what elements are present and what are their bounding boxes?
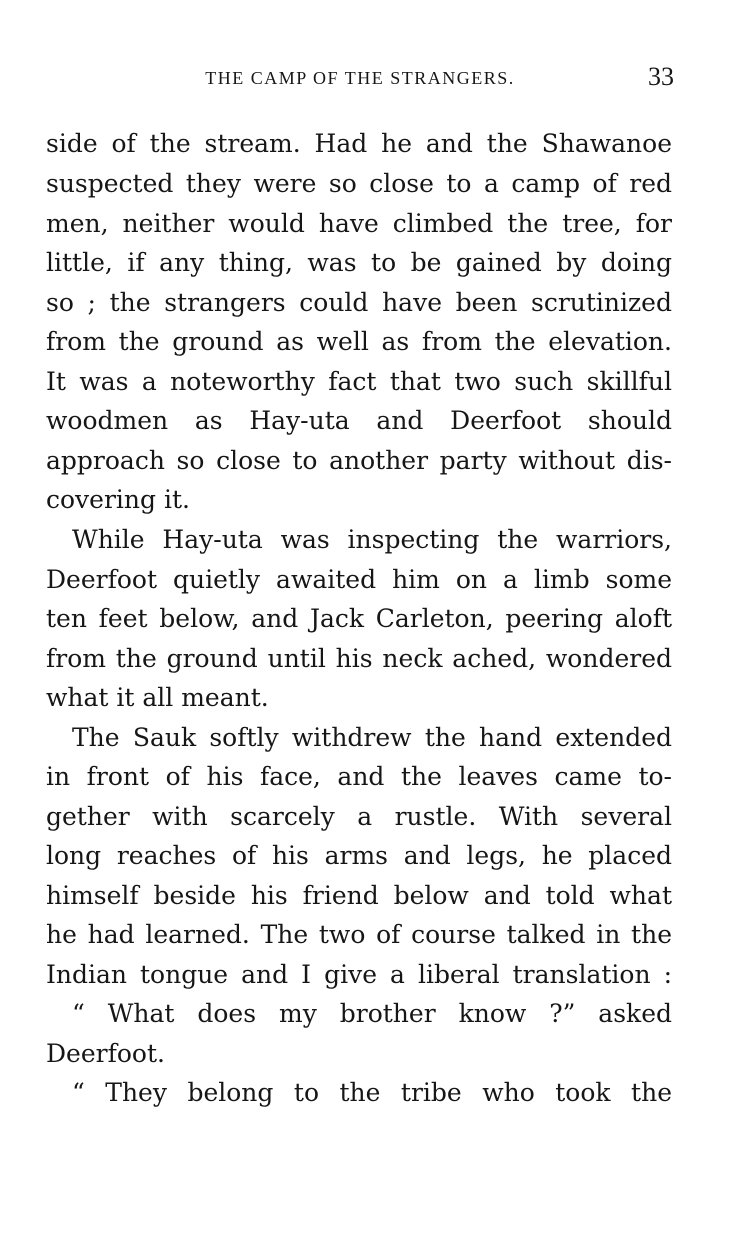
page-number: 33 (648, 62, 674, 91)
text-line: himself beside his friend below and told what (46, 881, 672, 910)
text-line: Indian tongue and I give a liberal translation : (46, 960, 672, 989)
text-line: little, if any thing, was to be gained by doing (46, 248, 672, 277)
text-line: Deerfoot quietly awaited him on a limb some (46, 565, 672, 594)
text-line: men, neither would have climbed the tree, for (46, 209, 672, 238)
text-line: While Hay-uta was inspecting the warriors, (72, 525, 672, 554)
text-line: he had learned. The two of course talked in the (46, 920, 672, 949)
text-line: so ; the strangers could have been scrutinized (46, 288, 672, 317)
text-line: The Sauk softly withdrew the hand extended (72, 723, 672, 752)
text-line: covering it. (46, 485, 190, 514)
text-line: woodmen as Hay-uta and Deerfoot should (46, 406, 672, 435)
text-line: It was a noteworthy fact that two such skillful (46, 367, 672, 396)
text-line: gether with scarcely a rustle. With several (46, 802, 672, 831)
text-line: side of the stream. Had he and the Shawanoe (46, 129, 672, 158)
text-line: from the ground as well as from the elevation. (46, 327, 672, 356)
text-line: long reaches of his arms and legs, he placed (46, 841, 672, 870)
text-line: “ What does my brother know ?” asked (72, 999, 672, 1028)
text-line: in front of his face, and the leaves came to- (46, 762, 672, 791)
text-line: ten feet below, and Jack Carleton, peering aloft (46, 604, 672, 633)
running-title: THE CAMP OF THE STRANGERS. (205, 68, 515, 88)
running-head (46, 62, 674, 96)
text-line: “ They belong to the tribe who took the (72, 1078, 672, 1107)
text-line: from the ground until his neck ached, wondered (46, 644, 672, 673)
text-line: Deerfoot. (46, 1039, 165, 1068)
text-line: what it all meant. (46, 683, 269, 712)
text-line: approach so close to another party without dis- (46, 446, 672, 475)
text-line: suspected they were so close to a camp of red (46, 169, 672, 198)
